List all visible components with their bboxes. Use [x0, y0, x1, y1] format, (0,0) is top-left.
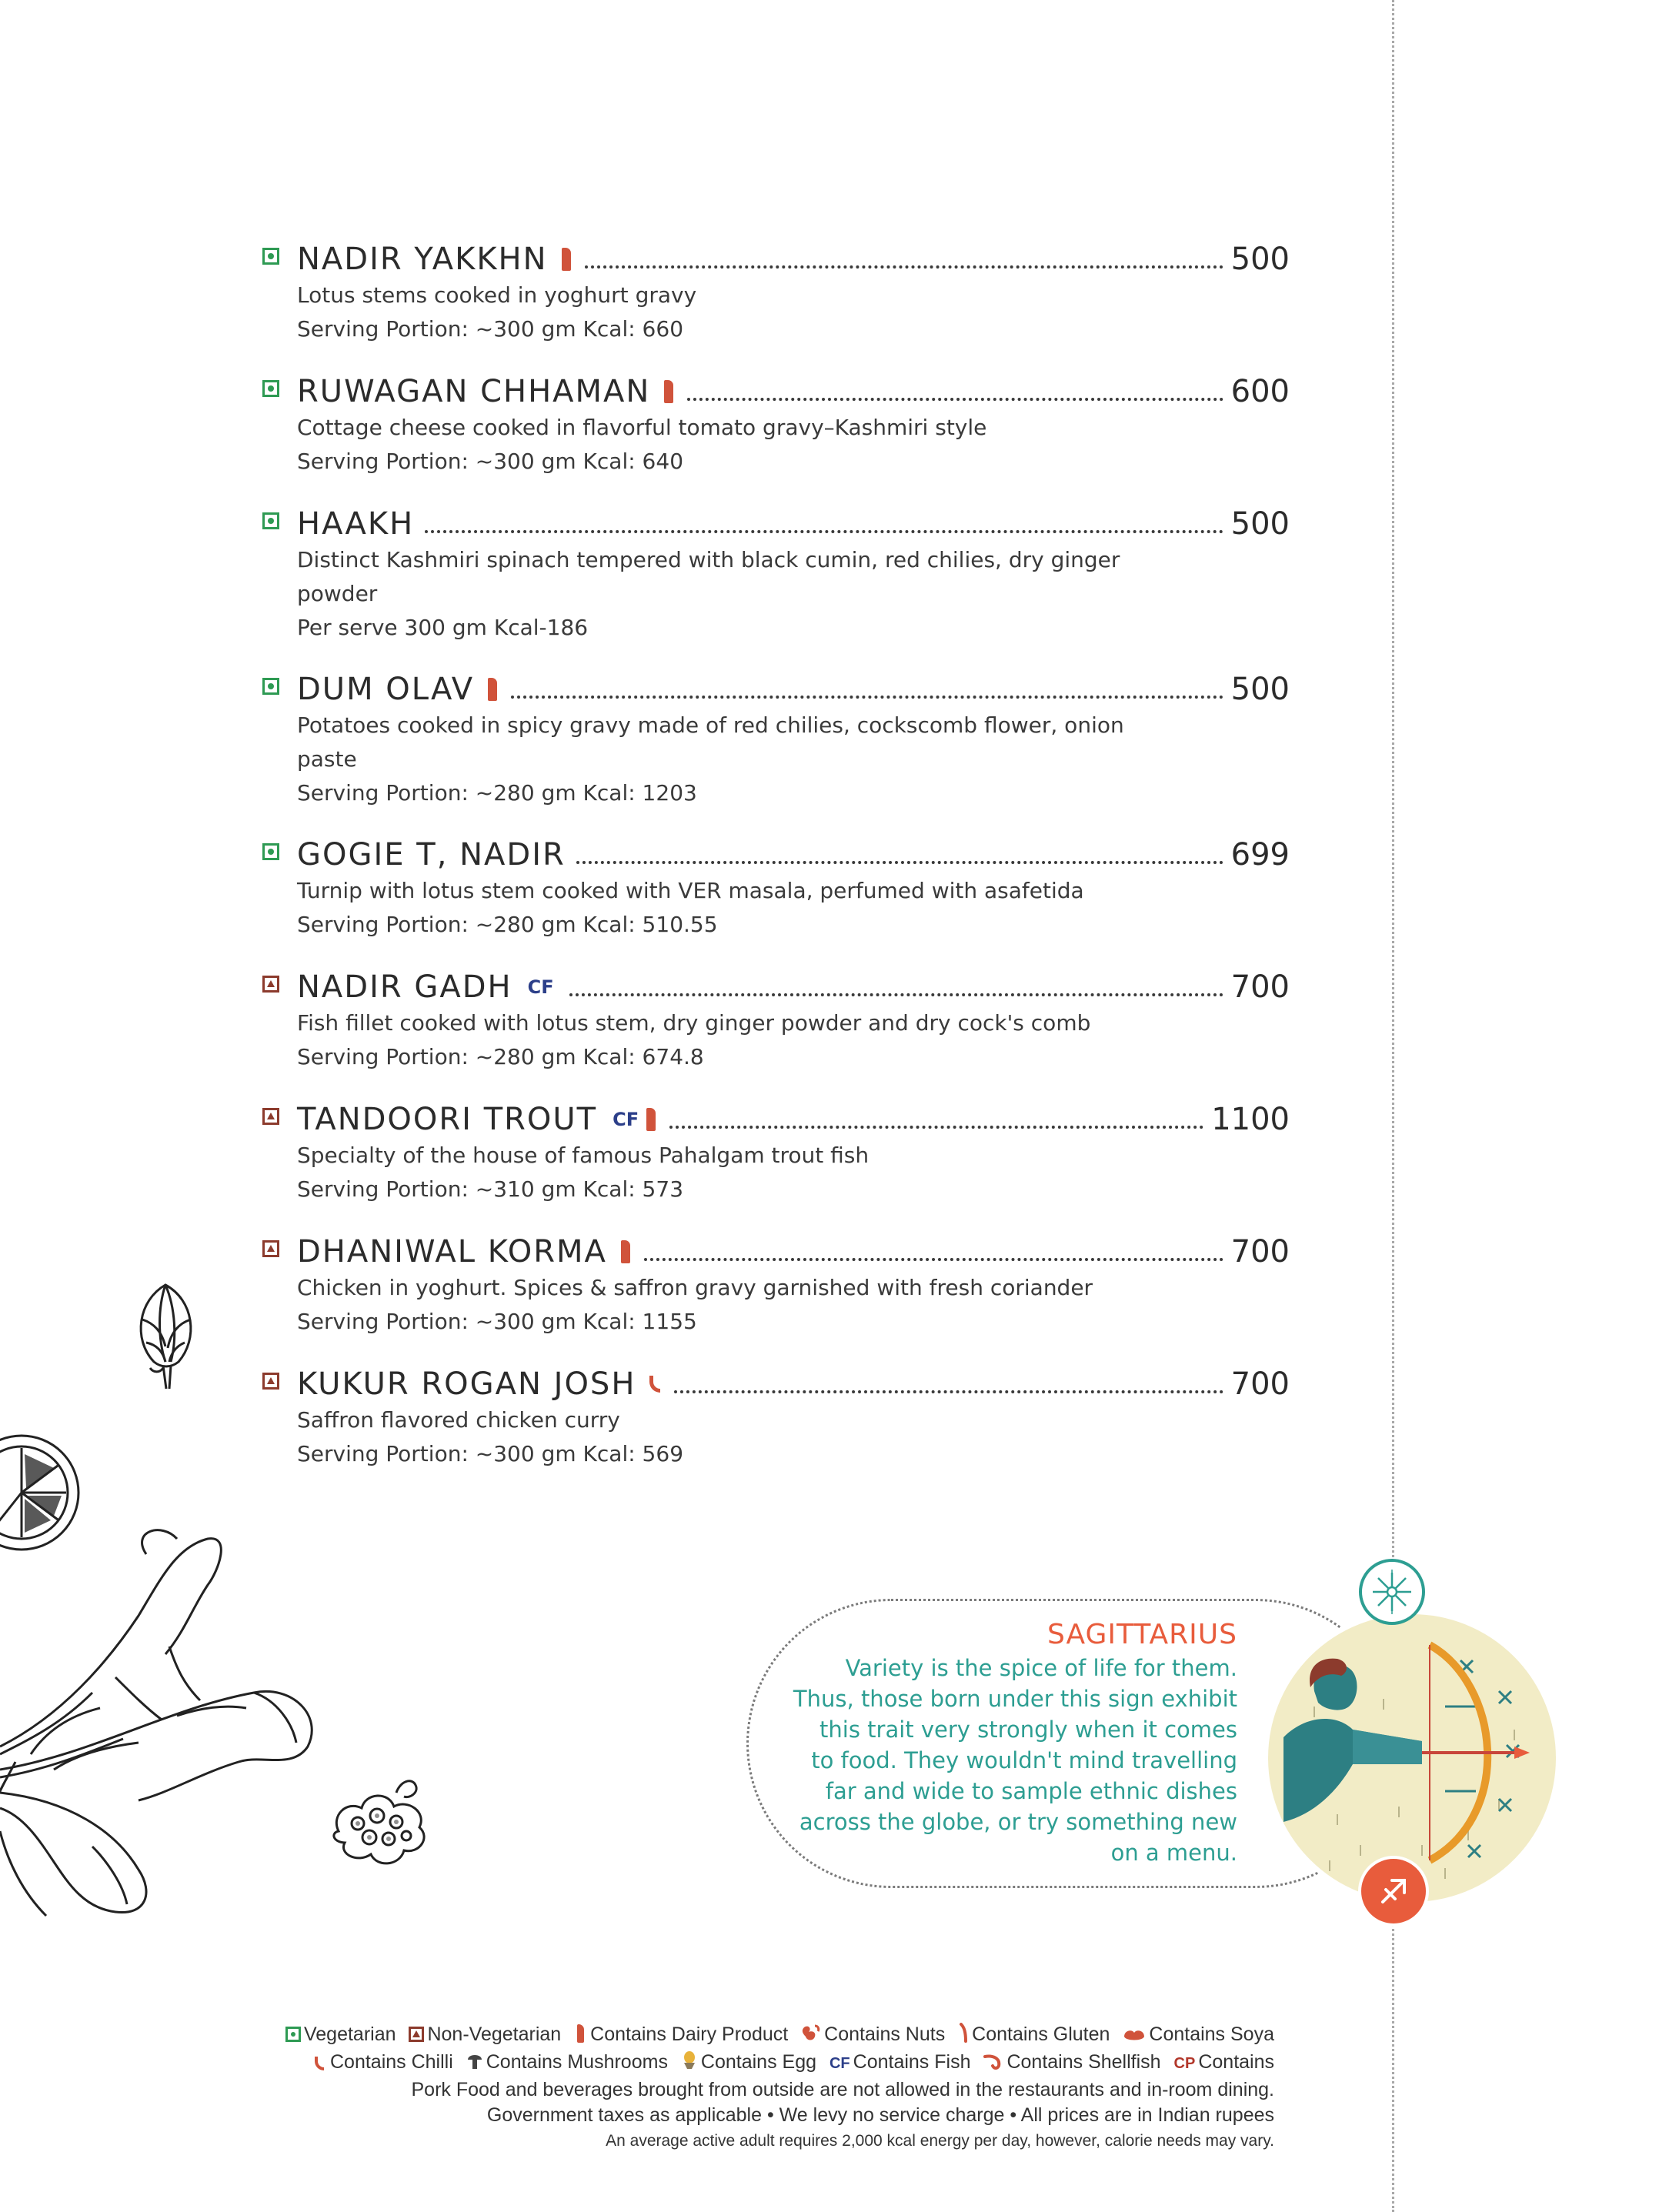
- legend-row: [105, 2050, 1274, 2077]
- legend-gluten: Contains Gluten: [972, 2023, 1110, 2045]
- dish-description: [297, 874, 1151, 942]
- vegetarian-icon: [262, 512, 279, 529]
- legend-shellfish: Contains Shellfish: [1006, 2051, 1161, 2073]
- non-vegetarian-icon: [262, 1240, 279, 1257]
- dot-leader: [687, 398, 1223, 401]
- cauliflower-illustration: [323, 1777, 439, 1885]
- chilli-icon: [312, 2052, 327, 2077]
- mushroom-icon: [466, 2052, 483, 2077]
- dish-name: GOGIE T, NADIR: [297, 837, 566, 872]
- dish-name: DHANIWAL KORMA: [297, 1234, 607, 1269]
- vegetarian-icon: [262, 678, 279, 695]
- menu-item: [259, 1223, 1290, 1356]
- dish-description: [297, 279, 1151, 346]
- contains-fish-icon: CF: [527, 976, 554, 998]
- dish-description: [297, 1139, 1151, 1206]
- contains-fish-icon: CF: [613, 1109, 639, 1130]
- dish-name: NADIR GADH: [297, 969, 512, 1005]
- dairy-icon: [574, 2024, 587, 2050]
- vegetarian-icon: [262, 380, 279, 397]
- dish-name: HAAKH: [297, 506, 415, 542]
- legend-egg: Contains Egg: [700, 2051, 817, 2073]
- sagittarius-title: SAGITTARIUS: [1046, 1619, 1237, 1650]
- dish-price: 700: [1230, 1366, 1290, 1402]
- dish-description: [297, 1271, 1151, 1339]
- description-line: Saffron flavored chicken curry: [297, 1407, 620, 1433]
- dairy-icon: [488, 678, 497, 701]
- legend-kcal-note: An average active adult requires 2,000 kcal energy per day, however, calorie needs may vary.: [606, 2132, 1274, 2150]
- artichoke-illustration: [123, 1277, 208, 1393]
- dish-description: [297, 411, 1151, 479]
- vegetarian-icon: [262, 843, 279, 860]
- dot-leader: [669, 1126, 1203, 1129]
- sagittarius-line: this trait very strongly when it comes: [819, 1717, 1237, 1743]
- dish-price: 500: [1230, 672, 1290, 707]
- description-line: Specialty of the house of famous Pahalgam trout fish: [297, 1143, 870, 1168]
- serving-line: Serving Portion: ~300 gm Kcal: 660: [297, 316, 684, 342]
- serving-line: Per serve 300 gm Kcal-186: [297, 615, 589, 640]
- sagittarius-text: [777, 1617, 1237, 1868]
- dot-leader: [585, 265, 1223, 269]
- chilli-icon: [649, 1376, 660, 1393]
- menu-item: [259, 495, 1290, 661]
- description-line: Lotus stems cooked in yoghurt gravy: [297, 282, 697, 308]
- legend-mushrooms: Contains Mushrooms: [486, 2051, 668, 2073]
- sagittarius-sign-icon: [1358, 1856, 1429, 1927]
- contains-pork-icon: CP: [1173, 2055, 1196, 2072]
- menu-item: [259, 1091, 1290, 1223]
- dish-price: 1100: [1211, 1102, 1290, 1137]
- vegetarian-icon: [285, 2027, 301, 2042]
- dish-price: 500: [1230, 242, 1290, 277]
- serving-line: Serving Portion: ~280 gm Kcal: 1203: [297, 780, 697, 806]
- sagittarius-line: across the globe, or try something new: [799, 1809, 1237, 1835]
- dish-description: [297, 1403, 1151, 1471]
- dish-price: 700: [1230, 969, 1290, 1005]
- vegetarian-icon: [262, 248, 279, 265]
- star-badge-icon: [1359, 1559, 1425, 1625]
- menu-item: [259, 363, 1290, 495]
- menu-list: [259, 231, 1290, 1488]
- description-line: paste: [297, 746, 357, 772]
- dairy-icon: [562, 248, 571, 271]
- dish-description: [297, 543, 1151, 645]
- dish-price: 700: [1230, 1234, 1290, 1269]
- menu-item: [259, 826, 1290, 959]
- legend-nuts: Contains Nuts: [824, 2023, 946, 2045]
- dish-price: 600: [1230, 374, 1290, 409]
- serving-line: Serving Portion: ~300 gm Kcal: 569: [297, 1441, 684, 1466]
- menu-item: [259, 661, 1290, 826]
- serving-line: Serving Portion: ~310 gm Kcal: 573: [297, 1176, 684, 1202]
- menu-item: [259, 231, 1290, 363]
- dish-description: [297, 709, 1151, 810]
- description-line: Fish fillet cooked with lotus stem, dry ginger powder and dry cock's comb: [297, 1010, 1091, 1036]
- non-vegetarian-icon: [409, 2027, 424, 2042]
- legend-row: [105, 2022, 1274, 2050]
- menu-item: [259, 1356, 1290, 1488]
- dot-leader: [425, 530, 1223, 533]
- legend-fish: Contains Fish: [853, 2051, 971, 2073]
- legend-non-vegetarian: Non-Vegetarian: [427, 2023, 562, 2045]
- description-line: Cottage cheese cooked in flavorful tomato gravy–Kashmiri style: [297, 415, 987, 440]
- description-line: Potatoes cooked in spicy gravy made of red chilies, cockscomb flower, onion: [297, 712, 1124, 738]
- gluten-icon: [958, 2023, 969, 2050]
- leafy-greens-illustration: [0, 1523, 369, 1923]
- serving-line: Serving Portion: ~300 gm Kcal: 1155: [297, 1309, 697, 1334]
- serving-line: Serving Portion: ~280 gm Kcal: 510.55: [297, 912, 718, 937]
- dish-price: 500: [1230, 506, 1290, 542]
- dairy-icon: [621, 1240, 630, 1263]
- egg-icon: [681, 2050, 698, 2077]
- dairy-icon: [646, 1108, 656, 1131]
- legend-chilli: Contains Chilli: [329, 2051, 453, 2073]
- contains-fish-icon: CF: [829, 2055, 850, 2072]
- dish-name: KUKUR ROGAN JOSH: [297, 1366, 636, 1402]
- description-line: Chicken in yoghurt. Spices & saffron gravy garnished with fresh coriander: [297, 1275, 1093, 1300]
- dot-leader: [511, 696, 1223, 699]
- dish-name: TANDOORI TROUT: [297, 1102, 598, 1137]
- dish-name: NADIR YAKKHN: [297, 242, 548, 277]
- non-vegetarian-icon: [262, 976, 279, 993]
- dish-price: 699: [1230, 837, 1290, 872]
- dot-leader: [569, 993, 1223, 996]
- sagittarius-line: Variety is the spice of life for them.: [845, 1655, 1237, 1681]
- serving-line: Serving Portion: ~300 gm Kcal: 640: [297, 449, 684, 474]
- dish-description: [297, 1006, 1151, 1074]
- serving-line: Serving Portion: ~280 gm Kcal: 674.8: [297, 1044, 704, 1069]
- dairy-icon: [664, 380, 673, 403]
- legend-soya: Contains Soya: [1149, 2023, 1274, 2045]
- sagittarius-line: Thus, those born under this sign exhibit: [793, 1686, 1237, 1712]
- legend-vegetarian: Vegetarian: [303, 2023, 396, 2045]
- legend-outside-food-note: Pork Food and beverages brought from outside are not allowed in the restaurants and in-room dining.: [411, 2079, 1274, 2100]
- dot-leader: [644, 1258, 1223, 1261]
- legend-dairy: Contains Dairy Product: [590, 2023, 789, 2045]
- description-line: Distinct Kashmiri spinach tempered with black cumin, red chilies, dry ginger: [297, 547, 1120, 572]
- legend-taxes-note: Government taxes as applicable • We levy no service charge • All prices are in Indian rupees: [486, 2104, 1274, 2126]
- dot-leader: [674, 1390, 1223, 1393]
- legend: [105, 2022, 1274, 2154]
- sagittarius-line: to food. They wouldn't mind travelling: [811, 1747, 1237, 1773]
- sagittarius-line: on a menu.: [1110, 1840, 1237, 1866]
- sagittarius-line: far and wide to sample ethnic dishes: [825, 1778, 1237, 1804]
- description-line: Turnip with lotus stem cooked with VER masala, perfumed with asafetida: [297, 878, 1084, 903]
- non-vegetarian-icon: [262, 1373, 279, 1390]
- dot-leader: [576, 861, 1223, 864]
- shellfish-icon: [983, 2052, 1003, 2077]
- menu-item: [259, 959, 1290, 1091]
- soya-icon: [1123, 2024, 1146, 2050]
- non-vegetarian-icon: [262, 1108, 279, 1125]
- legend-pork: Contains: [1198, 2051, 1274, 2073]
- dish-name: DUM OLAV: [297, 672, 475, 707]
- description-line: powder: [297, 581, 378, 606]
- dish-name: RUWAGAN CHHAMAN: [297, 374, 651, 409]
- nuts-icon: [801, 2024, 821, 2050]
